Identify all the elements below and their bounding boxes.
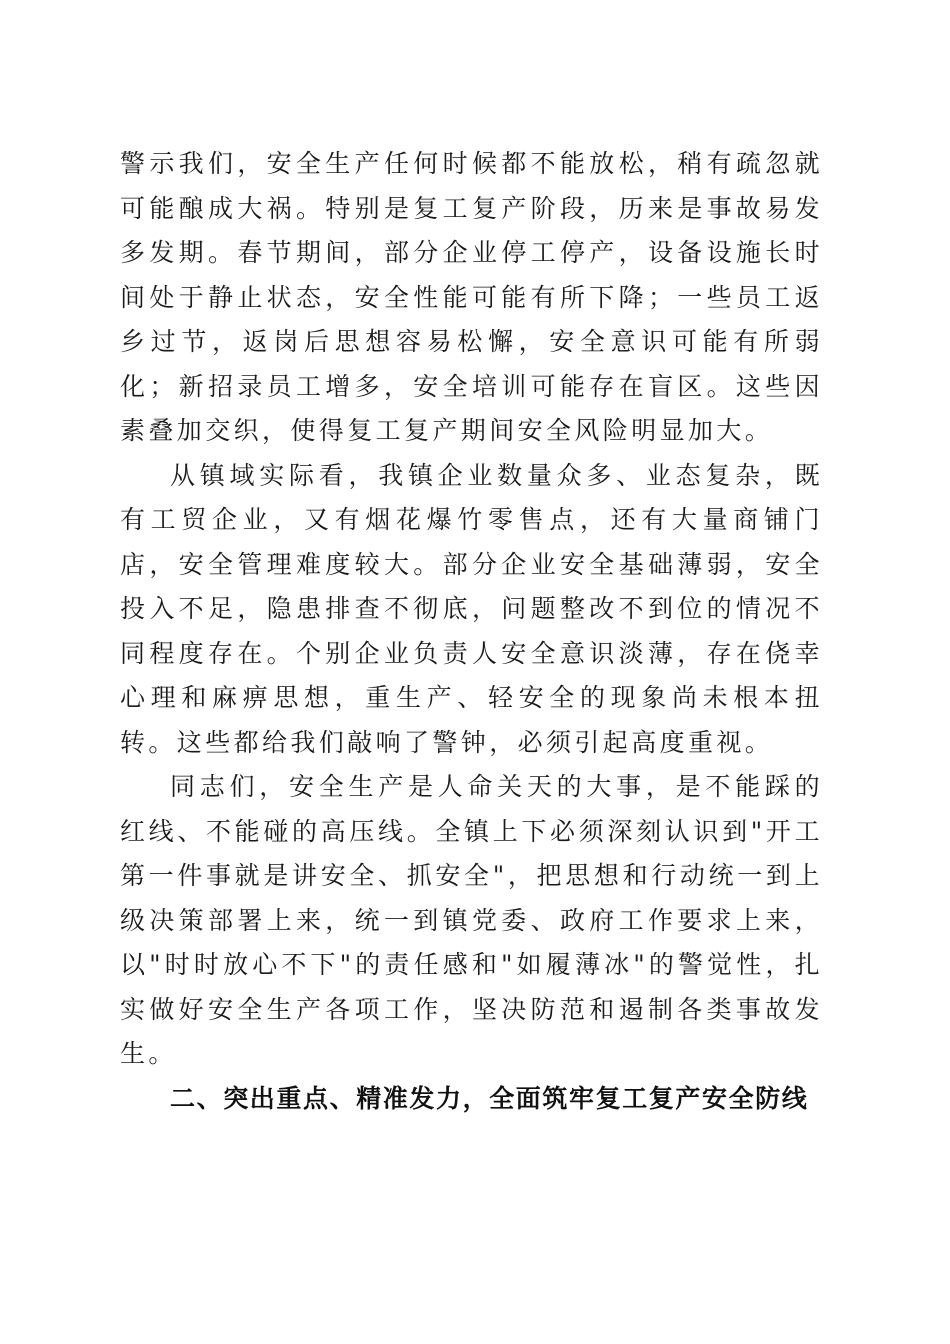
paragraph-town-situation: 从镇域实际看，我镇企业数量众多、业态复杂，既有工贸企业，又有烟花爆竹零售点，还有大量商铺门店，安全管理难度较大。部分企业安全基础薄弱，安全投入不足，隐患排查不彻底，问题整改不到位的情况不同程度存在。个别企业负责人安全意识淡薄，存在侥幸心理和麻痹思想，重生产、轻安全的现象尚未根本扭转。这些都给我们敲响了警钟，必须引起高度重视。 <box>120 460 823 757</box>
paragraph-continuation: 警示我们，安全生产任何时候都不能放松，稍有疏忽就可能酿成大祸。特别是复工复产阶段，历来是事故易发多发期。春节期间，部分企业停工停产，设备设施长时间处于静止状态，安全性能可能有所下降；一些员工返乡过节，返岗后思想容易松懈，安全意识可能有所弱化；新招录员工增多，安全培训可能存在盲区。这些因素叠加交织，使得复工复产期间安全风险明显加大。 <box>120 149 823 445</box>
paragraph-comrades: 同志们，安全生产是人命关天的大事，是不能踩的红线、不能碰的高压线。全镇上下必须深刻认识到"开工第一件事就是讲安全、抓安全"，把思想和行动统一到上级决策部署上来，统一到镇党委、政府工作要求上来，以"时时放心不下"的责任感和"如履薄冰"的警觉性，扎实做好安全生产各项工作，坚决防范和遏制各类事故发生。 <box>120 772 823 1068</box>
section-heading: 二、突出重点、精准发力，全面筑牢复工复产安全防线 <box>170 1083 809 1113</box>
document-body <box>120 142 823 1121</box>
